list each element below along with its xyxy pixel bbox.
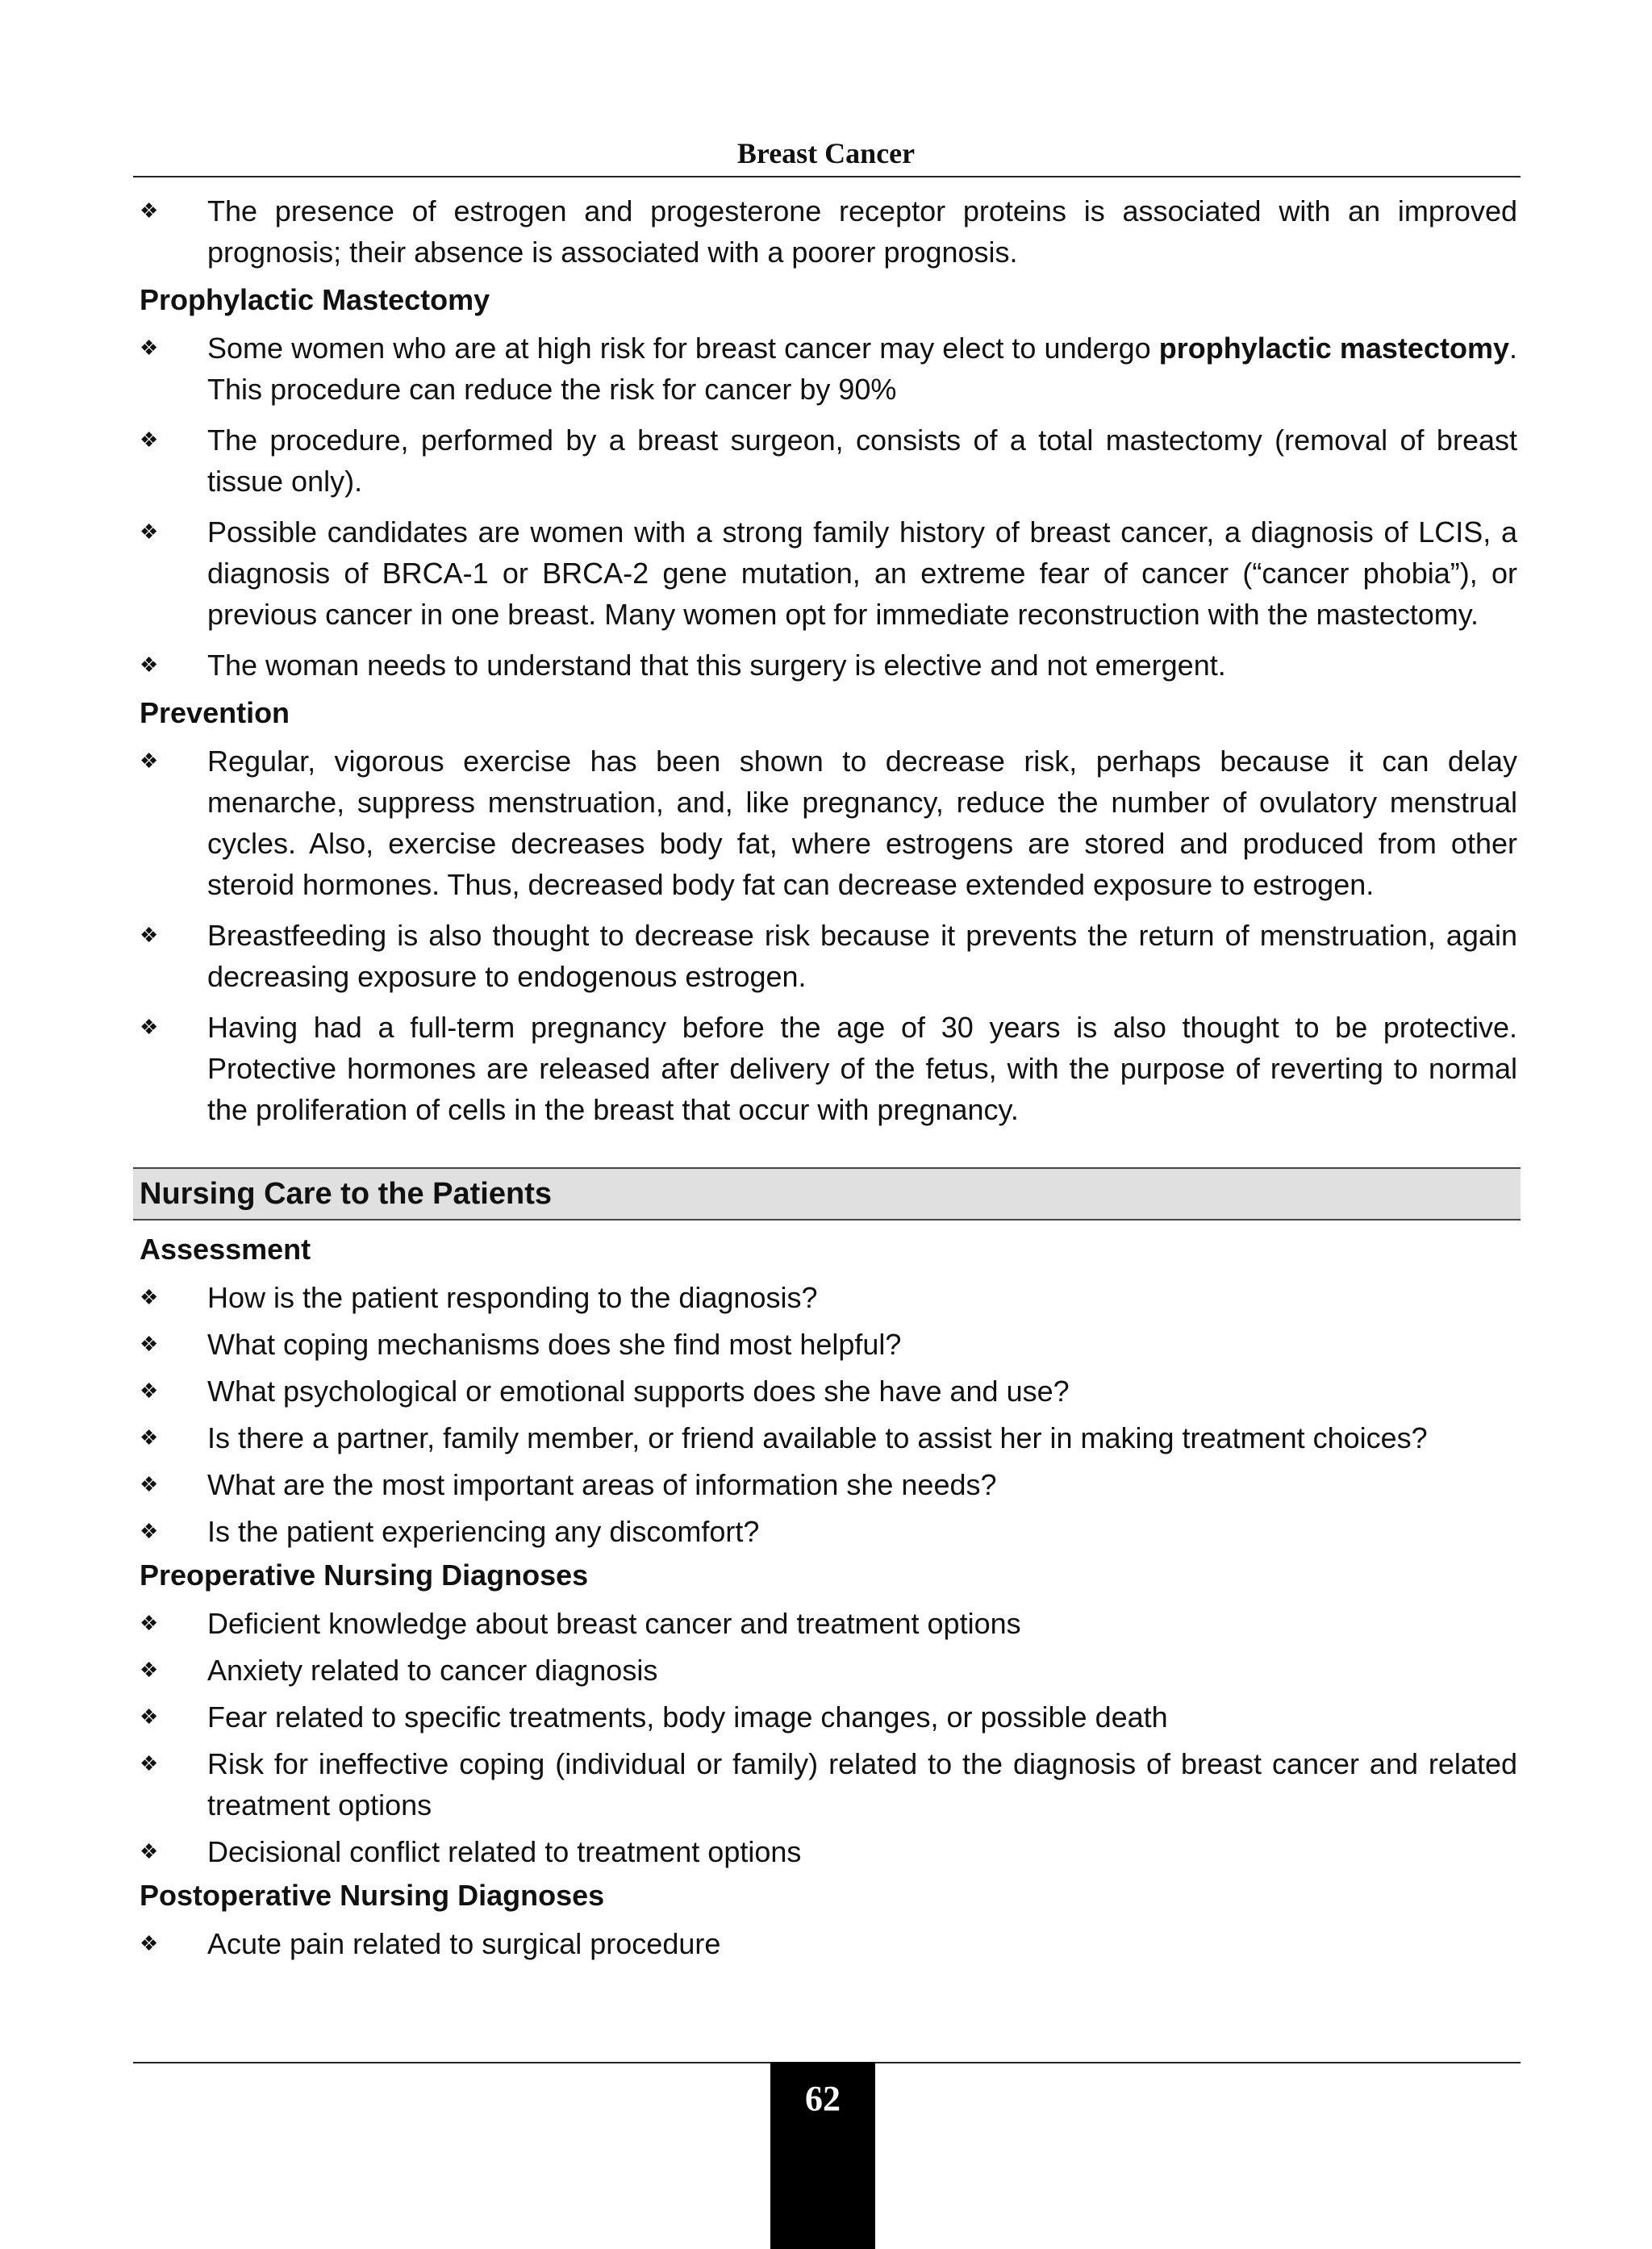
bullet-icon: ❖	[140, 428, 159, 452]
list-item	[133, 915, 1521, 997]
bullet-icon: ❖	[140, 1839, 159, 1863]
page-body	[133, 190, 1521, 1970]
list-item	[133, 1007, 1521, 1130]
list-item-text: What coping mechanisms does she find most helpful?	[207, 1328, 902, 1361]
heading-postoperative-diagnoses: Postoperative Nursing Diagnoses	[140, 1879, 605, 1912]
list-item	[133, 190, 1521, 273]
bullet-icon: ❖	[140, 1658, 159, 1682]
list-item-text: Decisional conflict related to treatment options	[207, 1835, 802, 1868]
list-item	[133, 741, 1521, 905]
list-item-text: What are the most important areas of information she needs?	[207, 1468, 997, 1501]
list-item	[133, 1923, 1521, 1964]
list-item	[133, 511, 1521, 635]
list-item	[133, 328, 1521, 410]
list-item	[133, 1371, 1521, 1412]
bullet-icon: ❖	[140, 1379, 159, 1403]
list-item-text: Regular, vigorous exercise has been shown to decrease risk, perhaps because it can delay menarche, suppress menstruation, and, like pregnancy, reduce the number of ovulatory menstrual cycles. Also, exercise decreases body fat, where estrogens are stored and produced from other steroid hormones. Thus, decreased body fat can decrease extended exposure to estrogen.	[207, 745, 1517, 901]
list-item-text: Acute pain related to surgical procedure	[207, 1927, 721, 1960]
list-item-text: The procedure, performed by a breast surgeon, consists of a total mastectomy (removal of breast tissue only).	[207, 424, 1517, 498]
list-item	[133, 1650, 1521, 1691]
list-item	[133, 1277, 1521, 1318]
list-item-text: The woman needs to understand that this surgery is elective and not emergent.	[207, 649, 1226, 682]
list-item-text: What psychological or emotional supports does she have and use?	[207, 1375, 1070, 1408]
list-item	[133, 1696, 1521, 1738]
bullet-icon: ❖	[140, 1704, 159, 1729]
list-item	[133, 1324, 1521, 1365]
list-item-text-post: . This procedure can reduce the risk for cancer by 90%	[207, 332, 1517, 406]
list-item-text: Risk for ineffective coping (individual or family) related to the diagnosis of breast cancer and related treatment options	[207, 1747, 1517, 1821]
running-header: Breast Cancer	[736, 137, 916, 169]
bullet-icon: ❖	[140, 1425, 159, 1450]
bullet-icon: ❖	[140, 1519, 159, 1543]
list-item-text: Is there a partner, family member, or friend available to assist her in making treatment choices?	[207, 1421, 1428, 1454]
heading-assessment: Assessment	[140, 1233, 311, 1266]
list-item-text: Breastfeeding is also thought to decrease risk because it prevents the return of menstruation, again decreasing exposure to endogenous estrogen.	[207, 919, 1517, 993]
bullet-icon: ❖	[140, 1015, 159, 1039]
bullet-icon: ❖	[140, 653, 159, 677]
section-title-nursing-care: Nursing Care to the Patients	[133, 1167, 1521, 1220]
list-item-text: Possible candidates are women with a strong family history of breast cancer, a diagnosis of LCIS, a diagnosis of BRCA-1 or BRCA-2 gene mutation, an extreme fear of cancer (“cancer phobia”), or previous cancer in one breast. Many women opt for immediate reconstruction with the mastectomy.	[207, 515, 1517, 631]
page-number: 62	[770, 2062, 875, 2249]
list-item	[133, 1417, 1521, 1458]
bullet-icon: ❖	[140, 1472, 159, 1496]
bullet-icon: ❖	[140, 1931, 159, 1955]
bullet-icon: ❖	[140, 198, 159, 223]
bullet-icon: ❖	[140, 336, 159, 360]
list-item-text: The presence of estrogen and progesterone receptor proteins is associated with an improved prognosis; their absence is associated with a poorer prognosis.	[207, 194, 1517, 269]
list-item-text: Is the patient experiencing any discomfort?	[207, 1515, 760, 1548]
nursing-section	[133, 1232, 1521, 1964]
header-rule	[133, 176, 1521, 177]
list-item	[133, 1831, 1521, 1872]
list-item	[133, 1464, 1521, 1505]
bullet-icon: ❖	[140, 1751, 159, 1775]
list-item	[133, 645, 1521, 686]
bullet-icon: ❖	[140, 1611, 159, 1635]
list-item-term: prophylactic mastectomy	[1158, 332, 1509, 365]
list-item-text: Fear related to specific treatments, body image changes, or possible death	[207, 1700, 1168, 1734]
bullet-icon: ❖	[140, 1285, 159, 1309]
heading-prophylactic-mastectomy: Prophylactic Mastectomy	[140, 283, 490, 316]
list-item	[133, 419, 1521, 502]
bullet-icon: ❖	[140, 749, 159, 773]
list-item	[133, 1603, 1521, 1644]
list-item-text-pre: Some women who are at high risk for breast cancer may elect to undergo	[207, 332, 1159, 365]
heading-preoperative-diagnoses: Preoperative Nursing Diagnoses	[140, 1558, 589, 1592]
list-item	[133, 1511, 1521, 1552]
list-item-text: Having had a full-term pregnancy before the age of 30 years is also thought to be protective. Protective hormones are released after delivery of the fetus, with the purpose of reverting to normal the proliferation of cells in the breast that occur with pregnancy.	[207, 1011, 1517, 1126]
bullet-icon: ❖	[140, 519, 159, 544]
list-item-text: How is the patient responding to the diagnosis?	[207, 1281, 818, 1314]
bullet-icon: ❖	[140, 923, 159, 947]
bullet-icon: ❖	[140, 1332, 159, 1356]
list-item	[133, 1743, 1521, 1825]
list-item-text: Deficient knowledge about breast cancer and treatment options	[207, 1607, 1021, 1640]
list-item-text: Anxiety related to cancer diagnosis	[207, 1654, 658, 1687]
heading-prevention: Prevention	[140, 696, 290, 729]
